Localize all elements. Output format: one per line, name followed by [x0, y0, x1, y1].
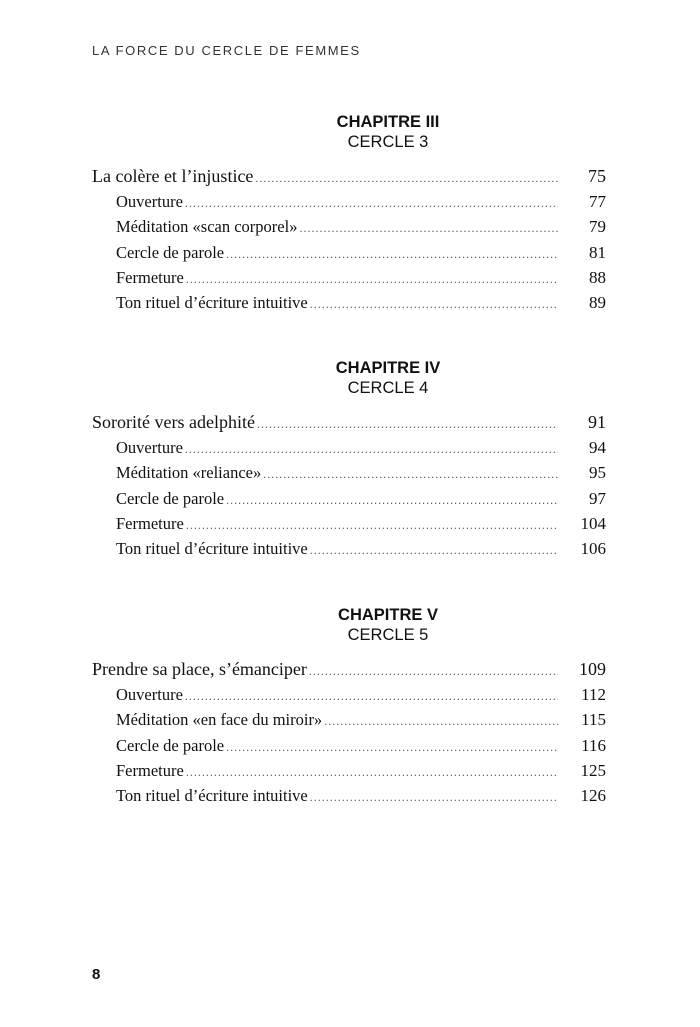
chapter-subtitle: CERCLE 5 [347, 626, 429, 644]
toc-page-number: 116 [581, 735, 606, 755]
toc-page-number: 88 [589, 267, 606, 287]
toc-page-number: 91 [588, 412, 606, 432]
toc-page-number: 109 [579, 659, 606, 679]
dot-leader [186, 760, 558, 785]
toc-entry[interactable] [92, 265, 606, 290]
chapter-title: CHAPITRE IV [335, 359, 441, 377]
dot-leader [299, 216, 558, 241]
dot-leader [226, 488, 558, 513]
toc-page-number: 75 [588, 166, 606, 186]
toc-entry[interactable] [92, 682, 606, 707]
toc-entries [92, 657, 606, 808]
toc-page-number: 126 [580, 785, 606, 805]
toc-entry-label: Ton rituel d’écriture intuitive [116, 785, 308, 805]
toc-entry[interactable] [92, 435, 606, 460]
toc-entry[interactable] [92, 240, 606, 265]
chapter-4 [92, 358, 606, 561]
toc-entries [92, 410, 606, 561]
toc-entry[interactable] [92, 189, 606, 214]
dot-leader [226, 735, 558, 760]
toc-entry-label: Cercle de parole [116, 488, 225, 508]
toc-entry-label: Prendre sa place, s’émanciper [92, 659, 307, 679]
dot-leader [185, 191, 558, 216]
chapter-3 [92, 112, 606, 315]
toc-page-number: 81 [589, 242, 606, 262]
toc-entry[interactable] [92, 511, 606, 536]
dot-leader [186, 513, 558, 538]
toc-entry[interactable] [92, 758, 606, 783]
chapter-title: CHAPITRE V [338, 606, 438, 624]
dot-leader [310, 785, 558, 810]
toc-entry-label: La colère et l’injustice [92, 166, 254, 186]
toc-entry[interactable] [92, 783, 606, 808]
toc-entry-label: Fermeture [116, 513, 184, 533]
toc-entry-label: Ouverture [116, 685, 183, 705]
chapter-heading [170, 605, 606, 645]
toc-entry-main[interactable] [92, 657, 606, 682]
toc-page-number: 125 [580, 760, 606, 780]
toc-page-number: 106 [580, 538, 606, 558]
toc-entry-label: Fermeture [116, 760, 184, 780]
dot-leader [310, 538, 558, 563]
toc-page-number: 95 [589, 463, 606, 483]
toc-entry-label: Cercle de parole [116, 735, 225, 755]
toc-entry[interactable] [92, 733, 606, 758]
dot-leader [263, 462, 558, 487]
toc-entry-label: Méditation «scan corporel» [116, 217, 298, 237]
toc-entry[interactable] [92, 536, 606, 561]
chapter-heading [170, 112, 606, 152]
chapter-subtitle: CERCLE 4 [347, 379, 429, 397]
toc-entry-label: Cercle de parole [116, 242, 225, 262]
toc-entry-label: Ouverture [116, 438, 183, 458]
toc-page-number: 115 [581, 710, 606, 730]
chapter-title: CHAPITRE III [336, 113, 440, 131]
toc-page-number: 104 [580, 513, 606, 533]
toc-entry[interactable] [92, 214, 606, 239]
toc-entry-label: Ouverture [116, 192, 183, 212]
toc-entry-label: Sororité vers adelphité [92, 412, 255, 432]
toc-page-number: 79 [589, 217, 606, 237]
toc-page-number: 112 [581, 685, 606, 705]
toc-entries [92, 164, 606, 315]
chapter-5 [92, 605, 606, 808]
running-header: LA FORCE DU CERCLE DE FEMMES [92, 43, 361, 58]
dot-leader [257, 412, 558, 437]
dot-leader [226, 242, 558, 267]
dot-leader [185, 437, 558, 462]
toc-entry-main[interactable] [92, 410, 606, 435]
toc-entry-label: Méditation «reliance» [116, 463, 262, 483]
toc-entry-main[interactable] [92, 164, 606, 189]
chapter-subtitle: CERCLE 3 [347, 133, 429, 151]
toc-page-number: 77 [589, 192, 606, 212]
dot-leader [324, 709, 558, 734]
toc-page-number: 89 [589, 292, 606, 312]
toc-entry[interactable] [92, 707, 606, 732]
page-number: 8 [92, 966, 101, 983]
toc-entry-label: Fermeture [116, 267, 184, 287]
dot-leader [255, 166, 558, 191]
dot-leader [186, 267, 558, 292]
toc-entry-label: Méditation «en face du miroir» [116, 710, 323, 730]
toc-entry[interactable] [92, 486, 606, 511]
dot-leader [309, 659, 558, 684]
dot-leader [310, 292, 558, 317]
toc-entry-label: Ton rituel d’écriture intuitive [116, 292, 308, 312]
toc-page-number: 97 [589, 488, 606, 508]
chapter-heading [170, 358, 606, 398]
toc-page-number: 94 [589, 438, 606, 458]
toc-entry[interactable] [92, 460, 606, 485]
toc-entry-label: Ton rituel d’écriture intuitive [116, 538, 308, 558]
toc-entry[interactable] [92, 290, 606, 315]
dot-leader [185, 684, 558, 709]
